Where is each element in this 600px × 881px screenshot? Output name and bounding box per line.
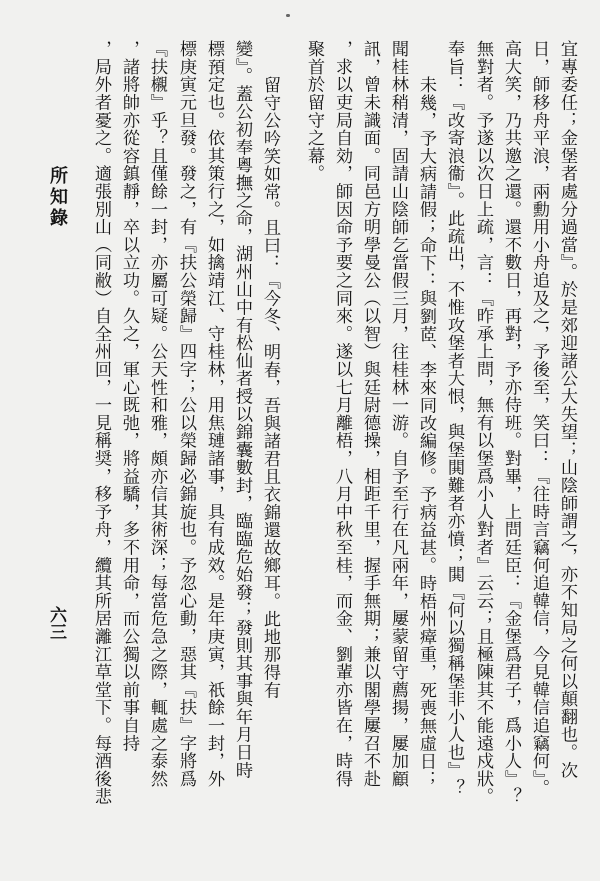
text-column-12: 變』。蓋公初奉粵撫之命，湖州山中有松仙者授以錦囊數封，臨臨危始發；發則其事與年月日時: [232, 40, 252, 779]
text-column-17: ，局外者憂之。適張別山（同敝）自全州回，一見稱奨，移予舟，纜其所居灕江草堂下。每酒後悲: [91, 40, 111, 806]
text-column-7: 聞桂林稍清，固請山陰師乞當假三月，往桂林一游。自予至行在凡兩年，屢蒙留守薦揚，屢加顧: [388, 40, 408, 788]
text-column-4: 無對者。予遂以次日上疏，言：『昨承上問，無有以堡爲小人對者』云云；且極陳其不能遠戍狀。: [473, 40, 493, 806]
text-column-1: 宜專委任；金堡者處分過當』。於是郊迎諸公大失望；山陰師謂之，亦不知局之何以顛翻也。次: [557, 40, 577, 779]
text-column-6: 未幾，予大病請假；命下：與劉茝、李來同改編修。予病益甚。時梧州瘴重，死喪無虛日；: [416, 76, 436, 788]
text-column-10: 聚首於留守之幕。: [304, 40, 324, 183]
text-column-5: 奉旨：『改寄浪衞』。此疏出，不惟攻堡者大恨，與堡閧難者亦憤；閧『何以獨稱堡非小人也』？: [444, 40, 464, 797]
text-column-9: ，求以吏局自効，師因命予要之同來。遂以七月離梧，八月中秋至桂，而金、劉輩亦皆在，時得: [332, 40, 352, 788]
text-column-13: 標預定也。依其策行之，如擒靖江、守桂林，用焦璉諸事，具有成效。是年庚寅，祇餘一封，外: [204, 40, 224, 788]
ink-speck: [286, 14, 290, 17]
text-column-11: 留守公吟笑如常。且曰：『今冬、明春，吾與諸君且衣錦還故鄉耳。此地那得有: [260, 76, 280, 699]
text-column-15: 『扶櫬』乎？且僅餘一封，亦屬可疑。公天性和雅，頗亦信其術深；每當危急之際，輒處之泰然: [147, 40, 167, 788]
text-column-14: 標庚寅元旦發。發之，有『扶公榮歸』四字；公以榮歸必錦旋也。予忽心動，惡其『扶』字將爲: [176, 40, 196, 788]
page-number: 六三: [46, 606, 66, 640]
text-column-2: 日，師移舟平浪，兩勳用小舟追及之，予後至，笑曰：『往時言竊何追韓信，今見韓信追竊何』。: [529, 40, 549, 797]
text-column-3: 高大笑，乃共邀之還。還不數日，再對，予亦侍班。對畢，上問廷臣：『金堡爲君子，爲小人』？: [501, 40, 521, 806]
text-column-8: 訊，曾未識面。同邑方明學曼公（以智）與廷尉德操，相距千里，握手無期；兼以閣學屢召不赴: [360, 40, 380, 788]
text-column-16: ，諸將帥亦從容鎮靜，卒以立功。久之，軍心既弛，將益驕，多不用命，而公獨以前事自持: [119, 40, 139, 752]
running-title: 所知錄: [47, 166, 68, 229]
